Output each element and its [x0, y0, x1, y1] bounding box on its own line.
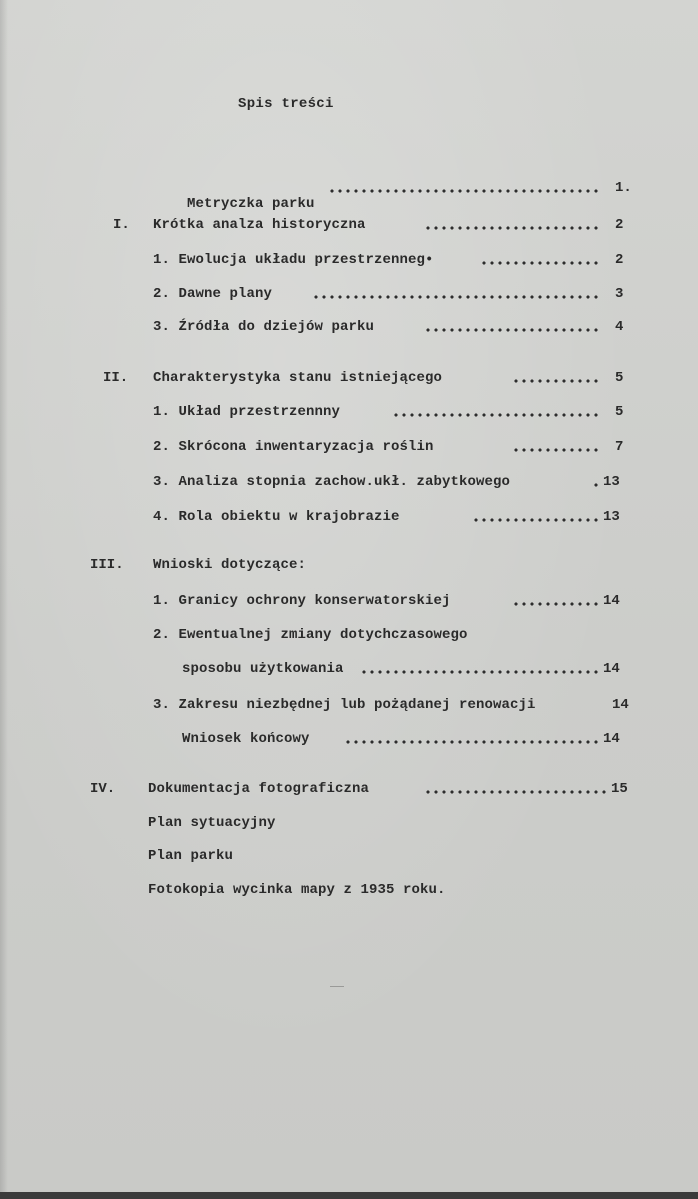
section-heading-II: Charakterystyka stanu istniejącego — [153, 370, 443, 386]
page-edge-shadow — [0, 0, 8, 1192]
section-numeral: II. — [103, 370, 129, 386]
toc-subentry-final: Wniosek końcowy — [182, 731, 310, 747]
toc-entry-page: 3 — [615, 286, 624, 302]
scan-bottom-edge — [0, 1192, 698, 1199]
dot-leader — [392, 410, 600, 420]
appendix-entry: Plan parku — [148, 848, 234, 864]
toc-entry-page: 13 — [603, 474, 620, 490]
dot-leader — [424, 325, 600, 335]
dot-leader — [592, 480, 600, 490]
toc-subentry: 3. Zakresu niezbędnej lub pożądanej renowacji — [153, 697, 536, 713]
dot-leader — [344, 737, 600, 747]
dot-leader — [424, 223, 600, 233]
appendix-entry: Plan sytuacyjny — [148, 815, 276, 831]
toc-entry-page: 1. — [615, 180, 632, 196]
toc-entry-page: 14 — [603, 661, 620, 677]
toc-entry-label: Metryczka parku — [187, 196, 315, 212]
page-title: Spis treści — [238, 96, 334, 112]
section-heading-I: Krótka analza historyczna — [153, 217, 366, 233]
toc-entry-page: 14 — [612, 697, 629, 713]
toc-subentry: 1. Granicy ochrony konserwatorskiej — [153, 593, 451, 609]
toc-entry-page: 5 — [615, 370, 624, 386]
section-numeral: IV. — [90, 781, 116, 797]
dot-leader — [472, 515, 600, 525]
toc-subentry: 2. Dawne plany — [153, 286, 273, 302]
toc-subentry-continuation: sposobu użytkowania — [182, 661, 344, 677]
dot-leader — [424, 787, 608, 797]
section-numeral: III. — [90, 557, 124, 573]
toc-entry-page: 5 — [615, 404, 624, 420]
toc-entry-page: 2 — [615, 252, 624, 268]
section-numeral: I. — [113, 217, 130, 233]
toc-entry-page: 2 — [615, 217, 624, 233]
toc-entry-page: 14 — [603, 731, 620, 747]
dot-leader — [480, 258, 600, 268]
dot-leader — [360, 667, 600, 677]
ink-smudge — [330, 986, 344, 987]
section-heading-III: Wnioski dotyczące: — [153, 557, 307, 573]
toc-subentry: 2. Ewentualnej zmiany dotychczasowego — [153, 627, 468, 643]
toc-subentry: 2. Skrócona inwentaryzacja roślin — [153, 439, 434, 455]
dot-leader — [312, 292, 600, 302]
dot-leader — [512, 445, 600, 455]
toc-entry-page: 4 — [615, 319, 624, 335]
toc-entry-page: 15 — [611, 781, 628, 797]
toc-entry-page: 7 — [615, 439, 624, 455]
appendix-entry: Fotokopia wycinka mapy z 1935 roku. — [148, 882, 446, 898]
toc-subentry: 3. Analiza stopnia zachow.ukł. zabytkowego — [153, 474, 511, 490]
toc-subentry: 1. Ewolucja układu przestrzenneg• — [153, 252, 434, 268]
toc-entry-page: 13 — [603, 509, 620, 525]
section-heading-IV: Dokumentacja fotograficzna — [148, 781, 370, 797]
toc-subentry: 3. Źródła do dziejów parku — [153, 319, 375, 335]
dot-leader — [328, 186, 600, 196]
toc-entry-page: 14 — [603, 593, 620, 609]
toc-subentry: 1. Układ przestrzennny — [153, 404, 341, 420]
toc-subentry: 4. Rola obiektu w krajobrazie — [153, 509, 400, 525]
dot-leader — [512, 599, 600, 609]
dot-leader — [512, 376, 600, 386]
